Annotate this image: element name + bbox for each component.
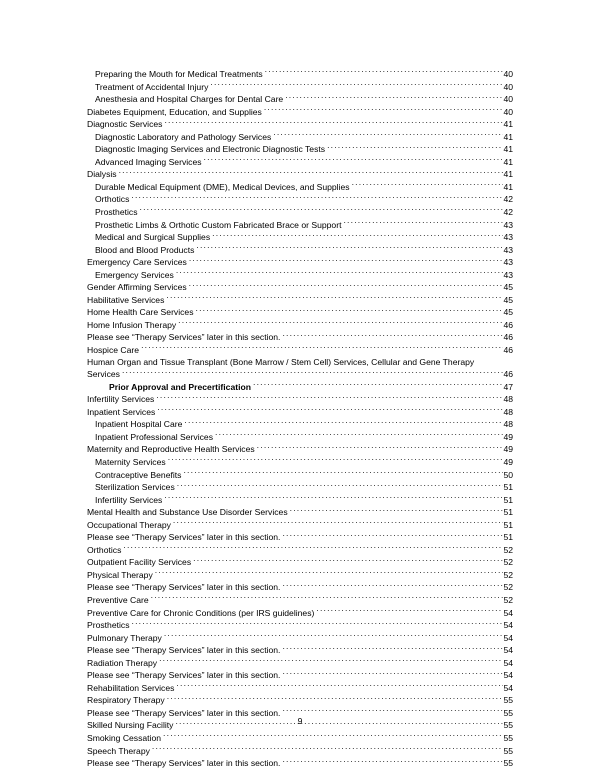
toc-entry-page-number: 41	[503, 156, 513, 167]
toc-entry-page-number: 51	[503, 532, 513, 543]
toc-dot-leader	[184, 418, 503, 427]
toc-entry-title: Skilled Nursing Facility	[87, 720, 174, 731]
toc-entry[interactable]	[87, 156, 513, 169]
toc-dot-leader	[166, 294, 503, 303]
toc-entry[interactable]	[87, 494, 513, 507]
toc-dot-leader	[177, 481, 504, 490]
toc-dot-leader	[164, 118, 503, 127]
toc-entry[interactable]	[87, 319, 513, 332]
toc-entry[interactable]	[87, 93, 513, 106]
toc-entry-title: Occupational Therapy	[87, 519, 171, 530]
toc-entry[interactable]	[87, 732, 513, 745]
toc-entry-title: Durable Medical Equipment (DME), Medical Devices, and Supplies	[95, 181, 350, 192]
toc-entry[interactable]	[87, 694, 513, 707]
toc-dot-leader	[327, 143, 503, 152]
toc-entry-page-number: 41	[503, 169, 513, 180]
toc-entry-page-number: 46	[503, 332, 513, 343]
toc-dot-leader	[140, 206, 504, 215]
toc-entry-title: Please see “Therapy Services” later in this section.	[87, 670, 281, 681]
toc-entry-page-number: 54	[503, 682, 513, 693]
toc-dot-leader	[273, 131, 503, 140]
toc-entry-page-number: 47	[503, 381, 513, 392]
toc-entry[interactable]	[87, 632, 513, 645]
toc-dot-leader	[204, 156, 504, 165]
toc-entry-page-number: 50	[503, 469, 513, 480]
toc-entry-page-number: 49	[503, 456, 513, 467]
toc-entry-page-number: 42	[503, 194, 513, 205]
toc-entry-title: Emergency Care Services	[87, 257, 187, 268]
toc-dot-leader	[282, 644, 503, 653]
toc-entry-page-number: 52	[503, 569, 513, 580]
toc-entry[interactable]	[87, 381, 513, 394]
toc-dot-leader	[173, 519, 504, 528]
toc-entry-title: Home Infusion Therapy	[87, 319, 177, 330]
toc-dot-leader	[285, 93, 503, 102]
toc-entry-page-number: 51	[503, 519, 513, 530]
toc-entry[interactable]	[87, 281, 513, 294]
toc-entry-page-number: 49	[503, 431, 513, 442]
toc-dot-leader	[282, 757, 503, 766]
toc-entry[interactable]	[87, 657, 513, 670]
toc-entry-title: Prosthetics	[87, 620, 130, 631]
page-folio-number: 9	[297, 716, 303, 726]
toc-entry-title-wrapped[interactable]: Human Organ and Tissue Transplant (Bone Marrow / Stem Cell) Services, Cellular and Gene Therapy	[87, 356, 475, 367]
toc-entry[interactable]	[87, 206, 513, 219]
toc-entry-title: Orthotics	[95, 194, 130, 205]
toc-entry-title: Inpatient Hospital Care	[95, 419, 183, 430]
toc-entry[interactable]	[87, 344, 513, 357]
toc-entry-page-number: 41	[503, 181, 513, 192]
toc-dot-leader	[155, 569, 504, 578]
toc-entry-page-number: 40	[503, 94, 513, 105]
toc-dot-leader	[164, 494, 503, 503]
toc-entry[interactable]	[87, 256, 513, 269]
toc-entry[interactable]	[87, 294, 513, 307]
toc-entry[interactable]	[87, 193, 513, 206]
toc-entry-title: Please see “Therapy Services” later in this section.	[87, 582, 281, 593]
toc-entry[interactable]	[87, 607, 513, 620]
toc-entry-page-number: 55	[503, 732, 513, 743]
toc-entry-page-number: 54	[503, 620, 513, 631]
toc-entry-title: Pulmonary Therapy	[87, 632, 162, 643]
toc-entry[interactable]	[87, 231, 513, 244]
toc-entry-page-number: 43	[503, 244, 513, 255]
toc-entry-page-number: 40	[503, 106, 513, 117]
toc-dot-leader	[215, 431, 503, 440]
toc-entry-title: Diabetes Equipment, Education, and Supplies	[87, 106, 262, 117]
toc-entry-page-number: 45	[503, 282, 513, 293]
toc-entry[interactable]	[87, 456, 513, 469]
toc-entry[interactable]	[87, 519, 513, 532]
toc-dot-leader	[343, 219, 503, 228]
toc-entry-title: Medical and Surgical Supplies	[95, 232, 211, 243]
toc-entry-title: Dialysis	[87, 169, 117, 180]
toc-entry-page-number: 49	[503, 444, 513, 455]
toc-entry[interactable]	[87, 669, 513, 682]
toc-entry[interactable]	[87, 556, 513, 569]
toc-dot-leader	[168, 456, 504, 465]
toc-entry-title: Treatment of Accidental Injury	[95, 81, 209, 92]
toc-entry[interactable]	[87, 168, 513, 181]
toc-entry-title: Services	[87, 369, 120, 380]
toc-entry-title: Smoking Cessation	[87, 732, 162, 743]
toc-entry-title: Infertility Services	[87, 394, 155, 405]
toc-entry-page-number: 41	[503, 131, 513, 142]
toc-entry[interactable]	[87, 181, 513, 194]
toc-entry-page-number: 55	[503, 758, 513, 769]
toc-entry-page-number: 45	[503, 307, 513, 318]
toc-entry-page-number: 51	[503, 482, 513, 493]
toc-dot-leader	[151, 594, 504, 603]
toc-entry[interactable]	[87, 531, 513, 544]
toc-entry-page-number: 51	[503, 494, 513, 505]
toc-entry[interactable]	[87, 682, 513, 695]
toc-dot-leader	[352, 181, 504, 190]
toc-entry-page-number: 55	[503, 745, 513, 756]
toc-entry-page-number: 40	[503, 81, 513, 92]
toc-entry[interactable]	[87, 406, 513, 419]
toc-entry-page-number: 48	[503, 406, 513, 417]
toc-entry-page-number: 51	[503, 507, 513, 518]
toc-entry-title: Contraceptive Benefits	[95, 469, 182, 480]
toc-entry[interactable]	[87, 469, 513, 482]
toc-dot-leader	[176, 269, 504, 278]
toc-dot-leader	[156, 393, 503, 402]
toc-entry[interactable]	[87, 106, 513, 119]
toc-entry-title: Infertility Services	[95, 494, 163, 505]
toc-entry-page-number: 48	[503, 394, 513, 405]
toc-entry[interactable]	[87, 594, 513, 607]
toc-entry-page-number: 43	[503, 269, 513, 280]
toc-dot-leader	[163, 732, 503, 741]
toc-dot-leader	[257, 443, 504, 452]
toc-dot-leader	[131, 193, 503, 202]
toc-entry-title: Prosthetic Limbs & Orthotic Custom Fabricated Brace or Support	[95, 219, 342, 230]
toc-dot-leader	[212, 231, 503, 240]
toc-entry-title: Radiation Therapy	[87, 657, 158, 668]
toc-entry[interactable]	[87, 393, 513, 406]
toc-entry-page-number: 54	[503, 670, 513, 681]
toc-entry-title: Outpatient Facility Services	[87, 557, 192, 568]
toc-entry-title: Please see “Therapy Services” later in this section.	[87, 532, 281, 543]
toc-entry-page-number: 46	[503, 369, 513, 380]
toc-entry-title: Physical Therapy	[87, 569, 153, 580]
toc-dot-leader	[196, 244, 503, 253]
toc-entry-title: Gender Affirming Services	[87, 282, 187, 293]
toc-entry[interactable]	[87, 219, 513, 232]
toc-dot-leader	[178, 319, 503, 328]
toc-entry[interactable]	[87, 544, 513, 557]
toc-entry-page-number: 52	[503, 557, 513, 568]
toc-dot-leader	[189, 256, 504, 265]
toc-entry[interactable]	[87, 131, 513, 144]
toc-entry[interactable]	[87, 644, 513, 657]
toc-entry-page-number: 41	[503, 144, 513, 155]
toc-entry-page-number: 54	[503, 645, 513, 656]
toc-dot-leader	[282, 707, 503, 716]
toc-entry-title: Blood and Blood Products	[95, 244, 195, 255]
toc-dot-leader	[157, 406, 503, 415]
toc-dot-leader	[123, 544, 503, 553]
toc-dot-leader	[290, 506, 504, 515]
toc-dot-leader	[282, 669, 503, 678]
toc-entry-title: Inpatient Professional Services	[95, 431, 213, 442]
toc-entry-title: Emergency Services	[95, 269, 174, 280]
toc-dot-leader	[119, 168, 504, 177]
toc-entry-title: Diagnostic Laboratory and Pathology Services	[95, 131, 272, 142]
toc-entry-title: Maternity Services	[95, 456, 166, 467]
toc-entry-title: Preventive Care	[87, 594, 149, 605]
toc-entry-title: Inpatient Services	[87, 406, 156, 417]
toc-entry[interactable]	[87, 418, 513, 431]
toc-entry-title: Prosthetics	[95, 207, 138, 218]
toc-entry-page-number: 41	[503, 119, 513, 130]
toc-dot-leader	[167, 694, 504, 703]
toc-entry[interactable]	[87, 306, 513, 319]
toc-entry-title: Diagnostic Imaging Services and Electronic Diagnostic Tests	[95, 144, 326, 155]
toc-entry-title: Maternity and Reproductive Health Services	[87, 444, 255, 455]
toc-entry-page-number: 52	[503, 544, 513, 555]
toc-entry-page-number: 42	[503, 207, 513, 218]
table-of-contents	[87, 68, 513, 770]
toc-entry[interactable]	[87, 506, 513, 519]
toc-entry-title: Preparing the Mouth for Medical Treatments	[95, 69, 263, 79]
toc-entry-page-number: 48	[503, 419, 513, 430]
toc-entry[interactable]	[87, 331, 513, 344]
toc-entry-title: Speech Therapy	[87, 745, 150, 756]
toc-dot-leader	[282, 331, 503, 340]
toc-dot-leader	[265, 68, 504, 77]
toc-dot-leader	[164, 632, 504, 641]
toc-dot-leader	[132, 619, 504, 628]
toc-entry[interactable]	[87, 269, 513, 282]
toc-dot-leader	[141, 344, 503, 353]
toc-entry-title: Please see “Therapy Services” later in this section.	[87, 758, 281, 769]
toc-entry-title: Hospice Care	[87, 345, 140, 356]
toc-entry-title: Preventive Care for Chronic Conditions (per IRS guidelines)	[87, 607, 315, 618]
toc-entry-page-number: 55	[503, 707, 513, 718]
toc-entry[interactable]	[87, 118, 513, 131]
toc-dot-leader	[189, 281, 504, 290]
toc-dot-leader	[176, 682, 503, 691]
toc-entry[interactable]	[87, 581, 513, 594]
toc-entry-title: Home Health Care Services	[87, 307, 194, 318]
toc-dot-leader	[196, 306, 504, 315]
toc-entry-page-number: 43	[503, 232, 513, 243]
toc-entry-title: Orthotics	[87, 544, 122, 555]
toc-entry-page-number: 55	[503, 720, 513, 731]
toc-entry-page-number: 46	[503, 345, 513, 356]
toc-entry-page-number: 43	[503, 219, 513, 230]
toc-entry-title: Anesthesia and Hospital Charges for Dental Care	[95, 94, 284, 105]
toc-entry[interactable]	[87, 81, 513, 94]
toc-dot-leader	[193, 556, 503, 565]
toc-dot-leader	[282, 531, 503, 540]
toc-dot-leader	[316, 607, 503, 616]
toc-entry[interactable]	[87, 368, 513, 381]
toc-entry-page-number: 52	[503, 582, 513, 593]
toc-entry-page-number: 43	[503, 257, 513, 268]
toc-entry[interactable]	[87, 481, 513, 494]
toc-entry-title: Respiratory Therapy	[87, 695, 165, 706]
toc-entry-title: Diagnostic Services	[87, 119, 163, 130]
toc-entry[interactable]	[87, 68, 513, 81]
toc-dot-leader	[122, 368, 503, 377]
toc-dot-leader	[253, 381, 503, 390]
toc-entry[interactable]	[87, 143, 513, 156]
toc-entry-title: Please see “Therapy Services” later in this section.	[87, 707, 281, 718]
toc-dot-leader	[210, 81, 503, 90]
toc-dot-leader	[159, 657, 503, 666]
toc-entry-page-number: 54	[503, 607, 513, 618]
toc-entry-title: Rehabilitation Services	[87, 682, 175, 693]
toc-entry-page-number: 54	[503, 632, 513, 643]
toc-entry[interactable]	[87, 745, 513, 758]
toc-entry-title: Please see “Therapy Services” later in this section.	[87, 645, 281, 656]
toc-entry-title: Prior Approval and Precertification	[109, 381, 251, 392]
toc-entry[interactable]	[87, 443, 513, 456]
toc-dot-leader	[152, 745, 504, 754]
toc-entry-page-number: 54	[503, 657, 513, 668]
toc-dot-leader	[282, 581, 503, 590]
toc-entry-title: Sterilization Services	[95, 482, 175, 493]
toc-entry[interactable]	[87, 431, 513, 444]
toc-entry[interactable]	[87, 757, 513, 770]
toc-entry-title: Please see “Therapy Services” later in this section.	[87, 332, 281, 343]
toc-entry-title: Habilitative Services	[87, 294, 165, 305]
toc-entry[interactable]	[87, 569, 513, 582]
toc-entry-title: Mental Health and Substance Use Disorder Services	[87, 507, 288, 518]
toc-entry-title: Advanced Imaging Services	[95, 156, 202, 167]
toc-entry-page-number: 40	[503, 69, 513, 79]
toc-entry-page-number: 46	[503, 319, 513, 330]
toc-entry-page-number: 55	[503, 695, 513, 706]
toc-dot-leader	[183, 469, 503, 478]
toc-dot-leader	[264, 106, 504, 115]
toc-entry[interactable]	[87, 619, 513, 632]
toc-entry-page-number: 45	[503, 294, 513, 305]
toc-entry-page-number: 52	[503, 594, 513, 605]
toc-entry[interactable]	[87, 244, 513, 257]
